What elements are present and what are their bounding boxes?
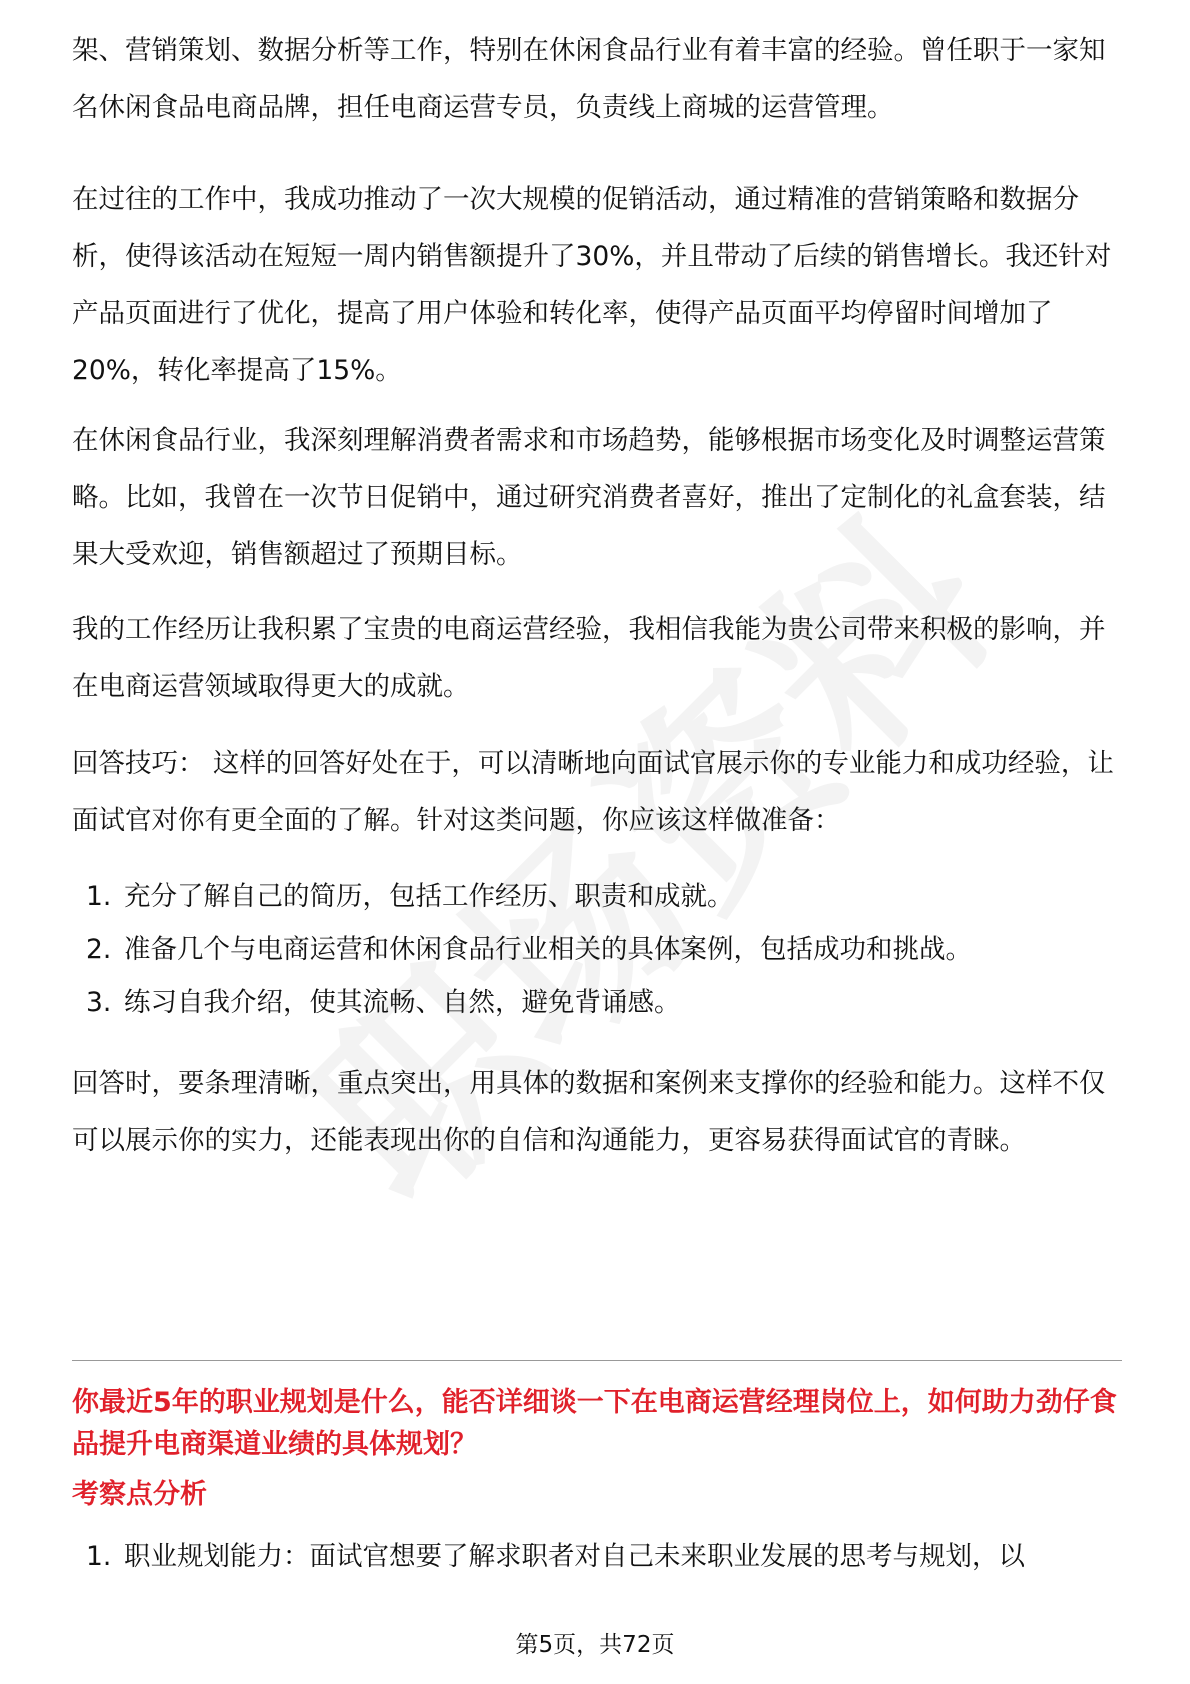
list-text: 练习自我介绍，使其流畅、自然，避免背诵感。	[124, 987, 681, 1018]
section-divider	[72, 1360, 1122, 1361]
list-number: 1.	[86, 1541, 112, 1572]
list-text: 充分了解自己的简历，包括工作经历、职责和成就。	[124, 881, 734, 912]
interview-question: 你最近5年的职业规划是什么，能否详细谈一下在电商运营经理岗位上，如何助力劲仔食品提升电商渠道业绩的具体规划？	[72, 1387, 1117, 1460]
paragraph-closing: 回答时，要条理清晰，重点突出，用具体的数据和案例来支撑你的经验和能力。这样不仅可以展示你的实力，还能表现出你的自信和沟通能力，更容易获得面试官的青睐。	[72, 1068, 1106, 1156]
section-heading: 考察点分析	[72, 1479, 207, 1510]
list-text: 准备几个与电商运营和休闲食品行业相关的具体案例，包括成功和挑战。	[124, 934, 972, 965]
page-footer: 第5页，共72页	[515, 1632, 675, 1658]
list-number: 2.	[86, 934, 112, 965]
paragraph-conclusion: 我的工作经历让我积累了宝贵的电商运营经验，我相信我能为贵公司带来积极的影响，并在电商运营领域取得更大的成就。	[72, 614, 1106, 702]
list-number: 1.	[86, 881, 112, 912]
paragraph-industry-insight: 在休闲食品行业，我深刻理解消费者需求和市场趋势，能够根据市场变化及时调整运营策略。比如，我曾在一次节日促销中，通过研究消费者喜好，推出了定制化的礼盒套装，结果大受欢迎，销售额超过了预期目标。	[72, 425, 1106, 570]
paragraph-answer-tips: 回答技巧： 这样的回答好处在于，可以清晰地向面试官展示你的专业能力和成功经验，让面试官对你有更全面的了解。针对这类问题，你应该这样做准备：	[72, 748, 1114, 836]
paragraph-experience-intro: 架、营销策划、数据分析等工作，特别在休闲食品行业有着丰富的经验。曾任职于一家知名休闲食品电商品牌，担任电商运营专员，负责线上商城的运营管理。	[72, 35, 1106, 123]
list-number: 3.	[86, 987, 112, 1018]
paragraph-achievements: 在过往的工作中，我成功推动了一次大规模的促销活动，通过精准的营销策略和数据分析，使得该活动在短短一周内销售额提升了30%，并且带动了后续的销售增长。我还针对产品页面进行了优化，提高了用户体验和转化率，使得产品页面平均停留时间增加了20%，转化率提高了15%。	[72, 184, 1112, 386]
list-text: 职业规划能力：面试官想要了解求职者对自己未来职业发展的思考与规划，以	[124, 1541, 1025, 1572]
